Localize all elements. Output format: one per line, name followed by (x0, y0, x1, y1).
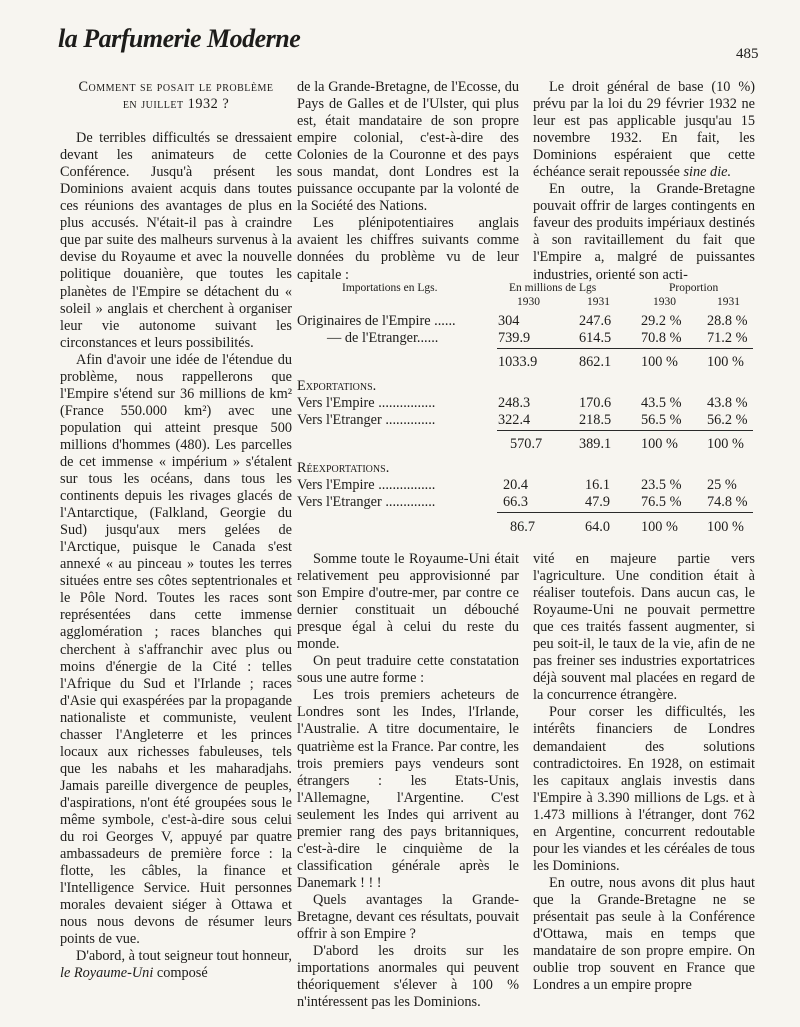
table-total-cell: 1033.9 (498, 354, 538, 370)
paragraph: Les plénipotentiaires anglais avaient les chiffres suivants comme données du problème vu de leur capitale : (297, 215, 519, 283)
paragraph: Les trois premiers acheteurs de Londres sont les Indes, l'Irlande, l'Australie. A titre documentaire, le quatrième est la France. Par contre, les trois premiers pays vendeurs sont étrangers : les Etats-Unis, l'Allemagne, l'Argentine. C'est seulement les Indes qui arrivent au premier rang des pays britanniques, c'est-à-dire le cinquième de la classification générale après le Danemark ! ! ! (297, 687, 519, 891)
table-cell: 70.8 % (641, 330, 682, 346)
table-total-cell: 862.1 (579, 354, 612, 370)
text-run: composé (153, 965, 208, 982)
paragraph: D'abord les droits sur les importations anormales qui peuvent théoriquement s'élever à 100 % n'intéressent pas les Dominions. (297, 943, 519, 1011)
table-row-label: Vers l'Empire ................ (297, 477, 436, 493)
emphasis: le Royaume-Uni (60, 965, 154, 982)
paragraph: En outre, la Grande-Bretagne pouvait offrir de larges contingents en faveur des produits impériaux destinés à son ravitaillement du fait que l'Empire a, malgré de puissantes industries, orienté son acti- (533, 181, 755, 283)
table-total-cell: 100 % (641, 354, 678, 370)
table-row-label: Originaires de l'Empire ...... (297, 313, 456, 329)
table-cell: 76.5 % (641, 494, 682, 510)
paragraph (533, 79, 755, 181)
paragraph: De terribles difficultés se dressaient devant les animateurs de cette Conférence. Jusqu'à présent les Dominions avaient acquis dans toutes ces réunions des avantages de plus en plus accusés. N'était-il pas à craindre que par suite des malheurs survenus à la devise du Royaume et avec la nouvelle politique douanière, que toutes les planètes de l'Empire se détachent du « soleil » anglais et cherchent à organiser leur vie autonome suivant les circonstances et leurs possibilités. (60, 130, 292, 351)
section-heading (60, 79, 292, 113)
table-cell: 66.3 (503, 494, 529, 510)
table-year-header: 1931 (587, 296, 610, 308)
column-2-top (297, 79, 519, 284)
table-total-cell: 100 % (641, 436, 678, 452)
table-rule (497, 512, 753, 513)
table-row-label: Vers l'Etranger .............. (297, 494, 436, 510)
paragraph: Quels avantages la Grande-Bretagne, devant ces résultats, pouvait offrir à son Empire ? (297, 891, 519, 943)
paragraph: Somme toute le Royaume-Uni était relativement peu approvisionné par son Empire d'outre-mer, par contre ce dernier constituait un débouché presque égal à celui du reste du monde. (297, 551, 519, 653)
table-group-proportion: Proportion (669, 282, 719, 294)
table-cell: 28.8 % (707, 313, 748, 329)
table-row-label: Vers l'Empire ................ (297, 395, 436, 411)
paragraph: vité en majeure partie vers l'agriculture. Une condition était à réaliser toutefois. Dans aucun cas, le Royaume-Uni ne pouvait permettre que ces traités fassent augmenter, si peu soit-il, le taux de la vie, afin de ne pas freiner ses industries exportatrices déjà souvent mal placées en regard de la concurrence étrangère. (533, 551, 755, 704)
paragraph (60, 948, 292, 982)
table-cell: 25 % (707, 477, 737, 493)
table-row-label: — de l'Etranger...... (327, 330, 439, 346)
table-cell: 304 (498, 313, 520, 329)
table-total-cell: 570.7 (510, 436, 543, 452)
table-year-header: 1930 (653, 296, 676, 308)
table-cell: 23.5 % (641, 477, 682, 493)
text-run: Le droit général de base (10 %) prévu par la loi du 29 février 1932 ne leur est pas applicable jusqu'au 15 novembre 1932. En fait, les Dominions espéraient que cette échéance serait repoussée (533, 79, 755, 181)
column-3-bottom (533, 551, 755, 994)
column-2-bottom (297, 551, 519, 1011)
table-section-title: Exportations. (297, 378, 377, 394)
table-cell: 218.5 (579, 412, 612, 428)
table-cell: 739.9 (498, 330, 531, 346)
section-heading-line-1: Comment se posait le problème (78, 79, 274, 95)
table-cell: 43.8 % (707, 395, 748, 411)
table-total-cell: 86.7 (510, 519, 536, 535)
paragraph: En outre, nous avons dit plus haut que la Grande-Bretagne ne se présentait pas seule à la Conférence d'Ottawa, mais en temps que mandataire de son propre empire. On oublie trop souvent en France que Londres a un empire propre (533, 874, 755, 994)
table-total-cell: 100 % (641, 519, 678, 535)
table-cell: 247.6 (579, 313, 612, 329)
table-cell: 71.2 % (707, 330, 748, 346)
table-cell: 248.3 (498, 395, 531, 411)
table-total-cell: 100 % (707, 436, 744, 452)
text-run: D'abord, à tout seigneur tout honneur, (76, 948, 293, 965)
section-heading-line-2: en juillet 1932 ? (122, 96, 230, 113)
paragraph: de la Grande-Bretagne, de l'Ecosse, du Pays de Galles et de l'Ulster, qui plus est, était mandataire de son propre empire colonial, c'est-à-dire des Colonies de la Couronne et des pays sous mandat, dont Londres est la puissance occupante par la volonté de la Société des Nations. (297, 79, 519, 215)
column-3-top (533, 79, 755, 284)
emphasis: sine die. (683, 164, 732, 181)
column-1 (60, 79, 292, 982)
table-cell: 170.6 (579, 395, 612, 411)
table-cell: 322.4 (498, 412, 531, 428)
table-cell: 43.5 % (641, 395, 682, 411)
table-cell: 29.2 % (641, 313, 682, 329)
magazine-title: la Parfumerie Moderne (58, 24, 301, 53)
table-total-cell: 64.0 (585, 519, 611, 535)
table-total-cell: 100 % (707, 519, 744, 535)
table-total-cell: 389.1 (579, 436, 612, 452)
table-cell: 20.4 (503, 477, 529, 493)
table-row-label: Vers l'Etranger .............. (297, 412, 436, 428)
table-cell: 56.5 % (641, 412, 682, 428)
paragraph: Afin d'avoir une idée de l'étendue du problème, nous rappellerons que l'Empire s'étend sur 36 millions de km² (France 550.000 km²) avec une population qui atteint presque 500 millions d'hommes (480). Les parcelles de cet immense « impérium » s'étalent sur tous les océans, dans tous les continents depuis les rivages glacés de l'Antarctique, (Falkland, Georgie du Sud) jusqu'aux mers gelées de l'Arctique, puisque le Canada s'est annexé « au pinceau » toutes les terres situées entre ses côtes septentrionales et le Pôle Nord. Toutes les races sont représentées dans cette immense agglomération ; races blanches qui cherchent à s'affranchir avec plus ou moins d'énergie de la Cité : telles l'Afrique du Sud et l'Irlande ; races d'Asie qui exaspérées par la propagande nationaliste et communiste, veulent chasser l'Angleterre et les princes locaux aux richesses fabuleuses, tels que les nabahs et les maharadjahs. Jamais pareille divergence de peuples, d'aspirations, n'ont été groupées sous le même symbole, c'est-à-dire sous celui du roi Georges V, appuyé par quatre ambassadeurs de première force : la flotte, les câbles, la finance et l'Intelligence Service. Huit personnes morales devaient siéger à Ottawa et nous nous devons de résumer leurs points de vue. (60, 351, 292, 948)
table-rule (497, 430, 753, 431)
table-cell: 56.2 % (707, 412, 748, 428)
table-column-label: Importations en Lgs. (342, 282, 438, 294)
table-year-header: 1931 (717, 296, 740, 308)
table-cell: 74.8 % (707, 494, 748, 510)
page-number: 485 (736, 46, 759, 62)
table-section-title: Réexportations. (297, 460, 390, 476)
table-group-millions: En millions de Lgs (509, 282, 597, 294)
table-cell: 16.1 (585, 477, 611, 493)
table-year-header: 1930 (517, 296, 540, 308)
table-rule (497, 348, 753, 349)
paragraph: Pour corser les difficultés, les intérêts financiers de Londres demandaient des solutions contradictoires. En 1928, on estimait les capitaux anglais investis dans l'Empire à 3.390 millions de Lgs. et à 1.473 millions à l'étranger, dont 762 en Argentine, concurrent redoutable pour les viandes et les céréales de tous les Dominions. (533, 704, 755, 874)
table-total-cell: 100 % (707, 354, 744, 370)
table-cell: 614.5 (579, 330, 612, 346)
paragraph: On peut traduire cette constatation sous une autre forme : (297, 653, 519, 687)
table-cell: 47.9 (585, 494, 611, 510)
